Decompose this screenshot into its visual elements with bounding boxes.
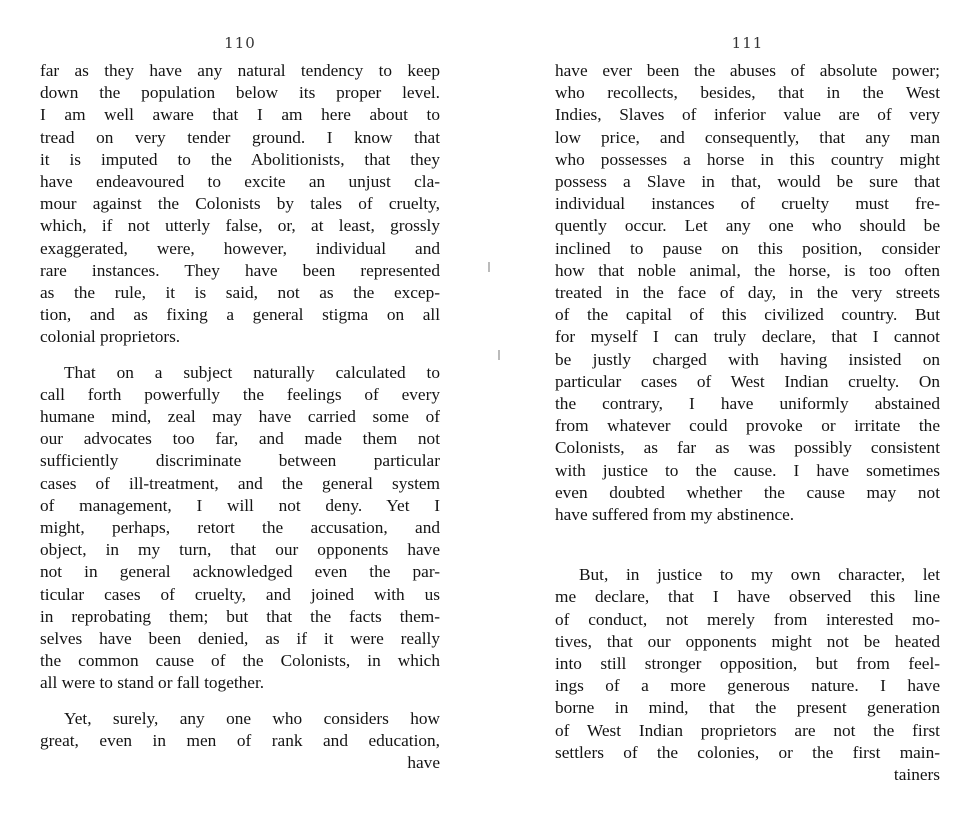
text-line: individual instances of cruelty must fre- — [555, 194, 940, 214]
text-line: selves have been denied, as if it were really — [40, 629, 440, 649]
text-line: particular cases of West Indian cruelty. On — [555, 371, 940, 391]
page-number: 111 — [731, 34, 764, 52]
catchword: have — [407, 753, 440, 773]
text-line: That on a subject naturally calculated to — [64, 362, 440, 382]
gutter-mark — [488, 262, 490, 272]
text-line: be justly charged with having insisted on — [555, 349, 940, 369]
text-line: me declare, that I have observed this line — [555, 587, 940, 607]
text-line: object, in my turn, that our opponents have — [40, 540, 440, 560]
text-line: our advocates too far, and made them not — [40, 429, 440, 449]
right-page — [555, 0, 940, 815]
text-line: which, if not utterly false, or, at least, grossly — [40, 216, 440, 236]
text-line: exaggerated, were, however, individual and — [40, 238, 440, 258]
text-line: even doubted whether the cause may not — [555, 482, 940, 502]
text-line: possess a Slave in that, would be sure that — [555, 172, 940, 192]
text-line: how that noble animal, the horse, is too often — [555, 260, 940, 280]
text-line: rare instances. They have been represented — [40, 260, 440, 280]
text-line: borne in mind, that the present generation — [555, 698, 940, 718]
text-line: in reprobating them; but that the facts them- — [40, 606, 440, 626]
text-line: low price, and consequently, that any man — [555, 127, 940, 147]
text-line: have suffered from my abstinence. — [555, 505, 795, 525]
text-line: quently occur. Let any one who should be — [555, 216, 940, 236]
text-line: settlers of the colonies, or the first main- — [555, 742, 940, 762]
text-line: all were to stand or fall together. — [40, 673, 265, 693]
text-line: cases of ill-treatment, and the general system — [40, 473, 440, 493]
text-line: inclined to pause on this position, consider — [555, 238, 940, 258]
gutter-mark — [498, 350, 500, 360]
paragraph-break — [555, 526, 940, 564]
page-number: 110 — [224, 34, 256, 52]
text-line: tion, and as fixing a general stigma on all — [40, 305, 440, 325]
text-line: great, even in men of rank and education, — [40, 730, 440, 750]
text-line: treated in the face of day, in the very streets — [555, 283, 940, 303]
page-body — [40, 60, 440, 774]
text-line: ings of a more generous nature. I have — [555, 676, 940, 696]
text-line: But, in justice to my own character, let — [579, 565, 940, 585]
paragraph-break — [40, 695, 440, 708]
text-line: who recollects, besides, that in the West — [555, 83, 940, 103]
text-line: of the capital of this civilized country. But — [555, 305, 940, 325]
text-line: far as they have any natural tendency to keep — [40, 61, 440, 80]
text-line: of West Indian proprietors are not the first — [555, 720, 940, 740]
paragraph-break — [40, 349, 440, 362]
text-line: Colonists, as far as was possibly consistent — [555, 438, 940, 458]
text-line: the contrary, I have uniformly abstained — [555, 394, 940, 414]
text-line: into still stronger opposition, but from feel- — [555, 654, 940, 674]
text-line: mour against the Colonists by tales of cruelty, — [40, 194, 440, 214]
text-line: ticular cases of cruelty, and joined with us — [40, 584, 440, 604]
text-line: have endeavoured to excite an unjust cla- — [40, 172, 440, 192]
text-line: humane mind, zeal may have carried some of — [40, 407, 440, 427]
text-line: sufficiently discriminate between particular — [40, 451, 440, 471]
text-line: colonial proprietors. — [40, 327, 181, 347]
text-line: of management, I will not deny. Yet I — [40, 495, 440, 515]
text-line: with justice to the cause. I have sometimes — [555, 460, 940, 480]
text-line: the common cause of the Colonists, in which — [40, 651, 440, 671]
text-line: tives, that our opponents might not be heated — [555, 631, 940, 651]
text-line: might, perhaps, retort the accusation, and — [40, 518, 440, 538]
left-page — [40, 0, 440, 815]
text-line: tread on very tender ground. I know that — [40, 127, 440, 147]
text-line: Yet, surely, any one who considers how — [64, 708, 440, 728]
text-line: who possesses a horse in this country might — [555, 149, 940, 169]
text-line: call forth powerfully the feelings of every — [40, 384, 440, 404]
text-line: it is imputed to the Abolitionists, that they — [40, 149, 440, 169]
text-line: Indies, Slaves of inferior value are of very — [555, 105, 940, 125]
page-body — [555, 60, 940, 786]
text-line: as the rule, it is said, not as the excep- — [40, 283, 440, 303]
catchword: tainers — [893, 765, 940, 785]
text-line: I am well aware that I am here about to — [40, 105, 440, 125]
text-line: from whatever could provoke or irritate the — [555, 416, 940, 436]
text-line: down the population below its proper level. — [40, 83, 440, 103]
text-line: have ever been the abuses of absolute power; — [555, 61, 940, 80]
text-line: of conduct, not merely from interested mo- — [555, 609, 940, 629]
text-line: not in general acknowledged even the par- — [40, 562, 440, 582]
text-line: for myself I can truly declare, that I cannot — [555, 327, 940, 347]
